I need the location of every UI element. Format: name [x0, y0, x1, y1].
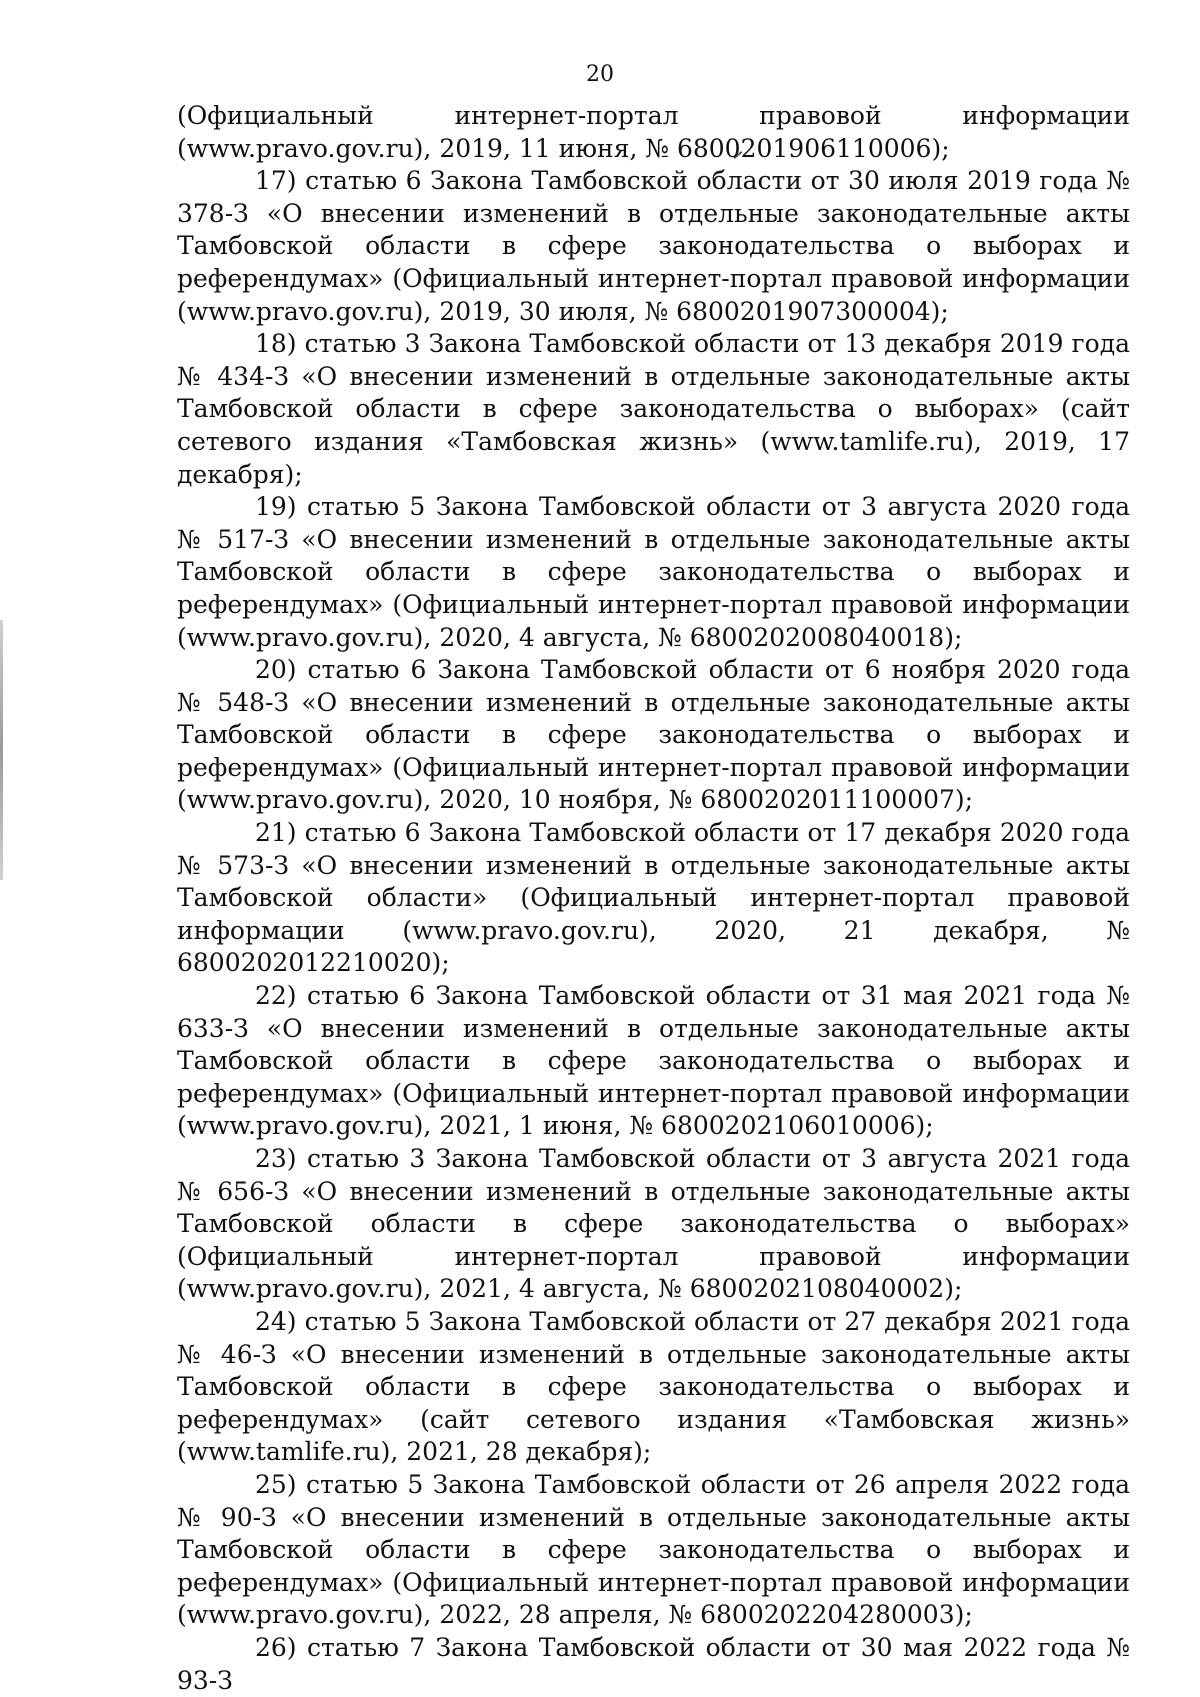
paragraph-item-18: 18) статью 3 Закона Тамбовской области от 13 декабря 2019 года № 434-З «О внесении изменений в отдельные законодательные акты Тамбовской области в сфере законодательства о выборах» (сайт сетевого издания «Тамбовская жизнь» (www.tamlife.ru), 2019, 17 декабря); [177, 329, 1130, 489]
paragraph-item-20: 20) статью 6 Закона Тамбовской области от 6 ноября 2020 года № 548-З «О внесении изменений в отдельные законодательные акты Тамбовской области в сфере законодательства о выборах и референдумах» (Официальный интернет-портал правовой информации (www.pravo.gov.ru), 2020, 10 ноября, № 6800202011100007); [177, 655, 1130, 815]
paragraph-item-25: 25) статью 5 Закона Тамбовской области от 26 апреля 2022 года № 90-З «О внесении изменений в отдельные законодательные акты Тамбовской области в сфере законодательства о выборах и референдумах» (Официальный интернет-портал правовой информации (www.pravo.gov.ru), 2022, 28 апреля, № 6800202204280003); [177, 1469, 1130, 1630]
page-number: 20 [586, 62, 614, 87]
document-body [177, 100, 1130, 1697]
scan-edge-shadow [0, 620, 3, 880]
paragraph-item-23: 23) статью 3 Закона Тамбовской области от 3 августа 2021 года № 656-З «О внесении изменений в отдельные законодательные акты Тамбовской области в сфере законодательства о выборах» (Официальный интернет-портал правовой информации (www.pravo.gov.ru), 2021, 4 августа, № 6800202108040002); [177, 1144, 1130, 1304]
paragraph-item-19: 19) статью 5 Закона Тамбовской области от 3 августа 2020 года № 517-З «О внесении изменений в отдельные законодательные акты Тамбовской области в сфере законодательства о выборах и референдумах» (Официальный интернет-портал правовой информации (www.pravo.gov.ru), 2020, 4 августа, № 6800202008040018); [177, 492, 1130, 652]
paragraph-item-26: 26) статью 7 Закона Тамбовской области от 30 мая 2022 года № 93-З [177, 1632, 1130, 1695]
paragraph-item-17: 17) статью 6 Закона Тамбовской области от 30 июля 2019 года № 378-З «О внесении изменений в отдельные законодательные акты Тамбовской области в сфере законодательства о выборах и референдумах» (Официальный интернет-портал правовой информации (www.pravo.gov.ru), 2019, 30 июля, № 6800201907300004); [177, 166, 1130, 326]
paragraph-item-21: 21) статью 6 Закона Тамбовской области от 17 декабря 2020 года № 573-З «О внесении изменений в отдельные законодательные акты Тамбовской области» (Официальный интернет-портал правовой информации (www.pravo.gov.ru), 2020, 21 декабря, № 6800202012210020); [177, 818, 1130, 978]
paragraph-item-22: 22) статью 6 Закона Тамбовской области от 31 мая 2021 года № 633-З «О внесении изменений в отдельные законодательные акты Тамбовской области в сфере законодательства о выборах и референдумах» (Официальный интернет-портал правовой информации (www.pravo.gov.ru), 2021, 1 июня, № 6800202106010006); [177, 981, 1130, 1141]
paragraph-continuation: (Официальный интернет-портал правовой информации (www.pravo.gov.ru), 2019, 11 июня, № 6800201906110006); [177, 101, 1130, 163]
paragraph-item-24: 24) статью 5 Закона Тамбовской области от 27 декабря 2021 года № 46-З «О внесении изменений в отдельные законодательные акты Тамбовской области в сфере законодательства о выборах и референдумах» (сайт сетевого издания «Тамбовская жизнь» (www.tamlife.ru), 2021, 28 декабря); [177, 1306, 1130, 1467]
